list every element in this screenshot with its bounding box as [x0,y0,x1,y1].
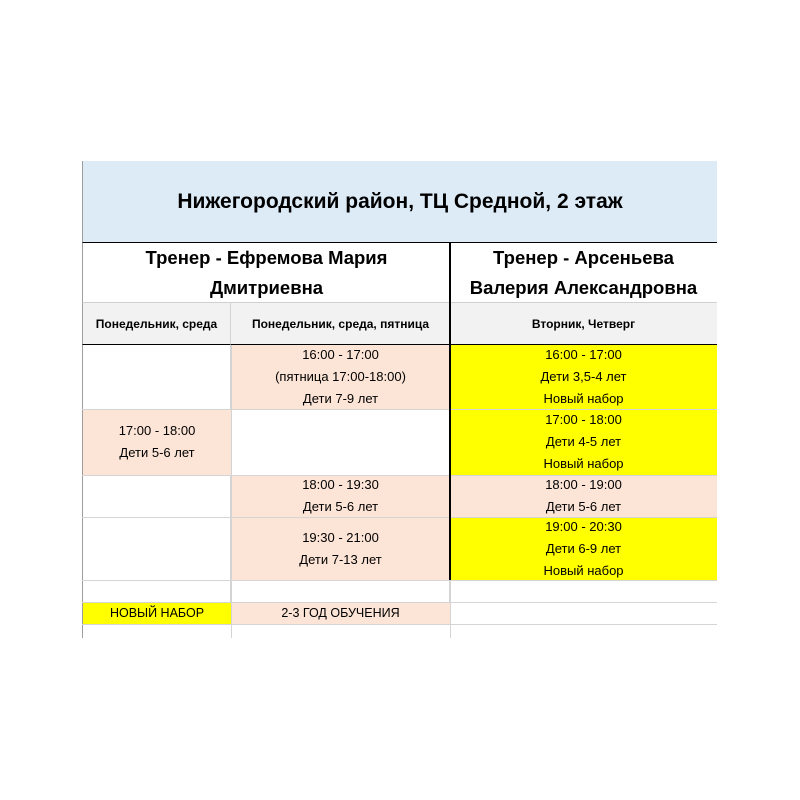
trainer-header-efremova[interactable] [82,242,450,302]
slot-r3c3-time: 18:00 - 19:00 [545,477,622,492]
grid-line-row7 [82,624,717,625]
slot-r1c2-age: Дети 7-9 лет [302,391,379,406]
legend-new-enrollment[interactable] [82,602,231,624]
slot-r1c3[interactable] [450,345,717,409]
days-header-col2[interactable] [231,302,450,345]
slot-r4c2-age: Дети 7-13 лет [299,551,382,567]
cell-r1c1[interactable] [82,345,231,409]
legend-years-of-study[interactable] [231,602,450,624]
slot-r2c1[interactable] [82,409,231,475]
slot-r1c2[interactable] [231,345,450,409]
title-text: Нижегородский район, ТЦ Средной, 2 этаж [177,189,623,213]
days-col2-text: Понедельник, среда, пятница [251,316,430,331]
slot-r2c3-status: Новый набор [543,456,624,471]
slot-r1c3-time: 16:00 - 17:00 [545,347,622,362]
grid-line-row6 [82,602,717,603]
slot-r3c3[interactable] [450,475,717,517]
slot-r1c2-note: (пятница 17:00-18:00) [275,369,406,384]
trainer-1-line-2: Дмитриевна [209,276,324,298]
slot-r1c3-age: Дети 3,5-4 лет [540,369,627,384]
slot-r2c3[interactable] [450,409,717,475]
grid-line-col3 [450,580,451,638]
days-header-col1[interactable] [82,302,231,345]
slot-r1c2-time: 16:00 - 17:00 [302,347,379,362]
slot-r2c1-time: 17:00 - 18:00 [118,423,196,438]
days-col3-text: Вторник, Четверг [531,316,636,331]
slot-r3c2-time: 18:00 - 19:30 [302,477,379,492]
grid-line-row5 [82,580,717,581]
slot-r3c2-age: Дети 5-6 лет [302,499,379,514]
cell-r7c1[interactable] [82,624,231,638]
slot-r2c3-time: 17:00 - 18:00 [545,412,622,427]
slot-r2c1-age: Дети 5-6 лет [119,445,195,460]
cell-r4c1[interactable] [82,517,231,580]
cell-r2c2[interactable] [231,409,450,475]
cell-r7c2[interactable] [231,624,450,638]
cell-r7c3[interactable] [450,624,717,638]
slot-r4c2[interactable] [231,517,450,580]
grid-line-col2 [231,345,232,624]
trainer-2-line-2: Валерия Александровна [469,276,698,298]
trainer-1-line-1: Тренер - Ефремова Мария [145,246,388,268]
slot-r3c2[interactable] [231,475,450,517]
trainer-header-arsenyeva[interactable] [450,242,717,302]
page-title[interactable] [82,161,717,242]
slot-r4c3-time: 19:00 - 20:30 [545,518,622,534]
grid-line-row4 [82,517,717,518]
legend-new-text: НОВЫЙ НАБОР [109,606,205,620]
slot-r3c3-age: Дети 5-6 лет [545,499,622,514]
legend-years-text: 2-3 ГОД ОБУЧЕНИЯ [281,606,400,620]
trainer-divider [449,242,451,580]
slot-r4c3-status: Новый набор [543,562,624,578]
cell-r3c1[interactable] [82,475,231,517]
grid-line-row2 [82,409,717,410]
days-header-col3[interactable] [450,302,717,345]
cell-r5c1[interactable] [82,580,231,602]
cell-r6c3[interactable] [450,602,717,624]
days-col1-text: Понедельник, среда [95,316,218,331]
trainer-2-line-1: Тренер - Арсеньева [493,246,674,268]
slot-r4c3[interactable] [450,517,717,580]
slot-r1c3-status: Новый набор [543,391,624,406]
cell-r5c2[interactable] [231,580,450,602]
slot-r4c2-time: 19:30 - 21:00 [302,529,379,545]
cell-r5c3[interactable] [450,580,717,602]
slot-r2c3-age: Дети 4-5 лет [545,434,622,449]
grid-line-row3 [82,475,717,476]
slot-r4c3-age: Дети 6-9 лет [545,540,622,556]
